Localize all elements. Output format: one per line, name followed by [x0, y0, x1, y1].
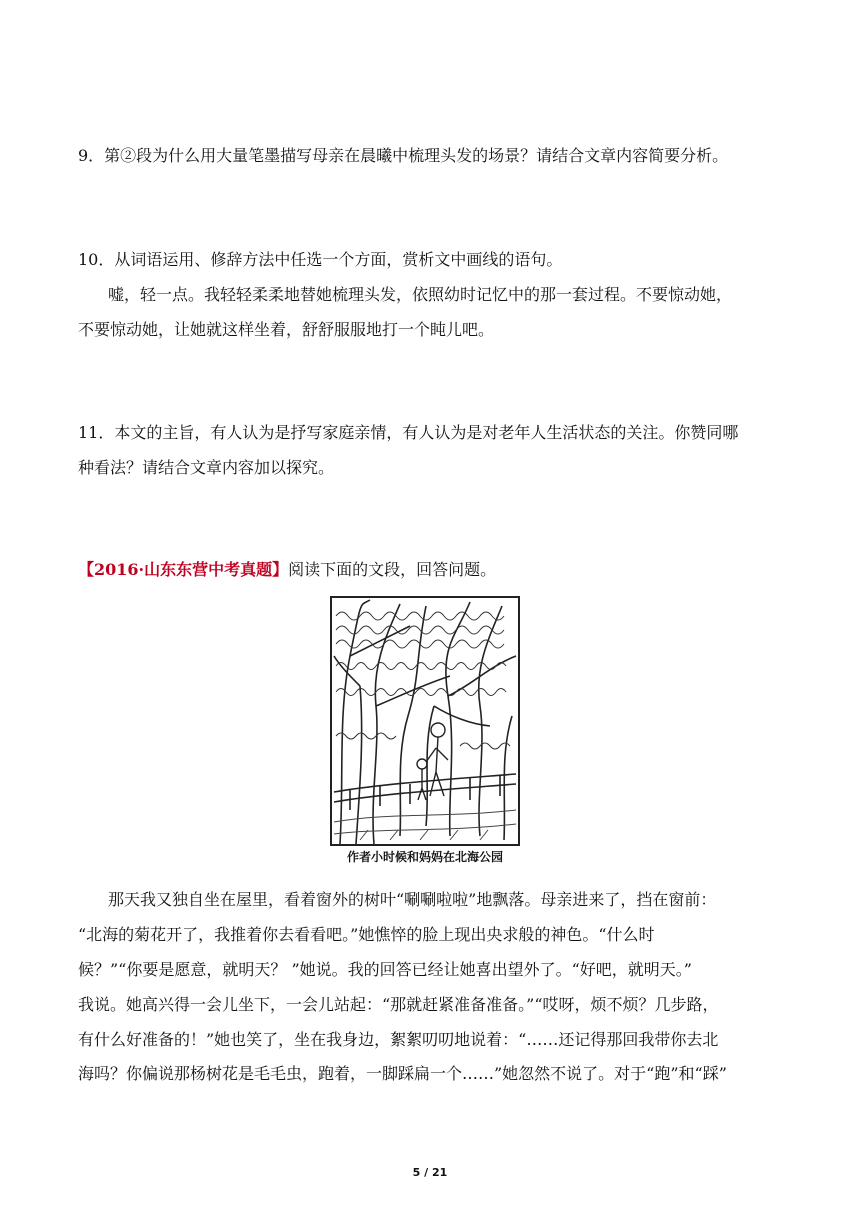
passage-line-1: 那天我又独自坐在屋里，看着窗外的树叶“唰唰啦啦”地飘落。母亲进来了，挡在窗前：	[108, 890, 717, 909]
question-9: 9．第②段为什么用大量笔墨描写母亲在晨曦中梳理头发的场景？请结合文章内容简要分析。	[78, 146, 729, 165]
section-heading	[78, 560, 798, 580]
passage-line-5: 有什么好准备的！”她也笑了，坐在我身边，絮絮叨叨地说着：“……还记得那回我带你去北	[78, 1030, 719, 1049]
question-11-line-2: 种看法？请结合文章内容加以探究。	[78, 458, 335, 477]
sketch-illustration-icon	[330, 596, 520, 846]
question-10: 10．从词语运用、修辞方法中任选一个方面，赏析文中画线的语句。	[78, 250, 563, 269]
passage-line-3: 候？”“你要是愿意，就明天？ ”她说。我的回答已经让她喜出望外了。“好吧，就明天。”	[78, 960, 692, 979]
page-number: 5 / 21	[412, 1166, 448, 1179]
passage-line-6: 海吗？你偏说那杨树花是毛毛虫，跑着，一脚踩扁一个……”她忽然不说了。对于“跑”和“踩”	[78, 1064, 727, 1083]
question-10-quote-line-2: 不要惊动她，让她就这样坐着，舒舒服服地打一个盹儿吧。	[78, 320, 495, 339]
passage-line-4: 我说。她高兴得一会儿坐下，一会儿站起：“那就赶紧准备准备。”“哎呀，烦不烦？几步路，	[78, 995, 719, 1014]
question-11-line-1: 11．本文的主旨，有人认为是抒写家庭亲情，有人认为是对老年人生活状态的关注。你赞同哪	[78, 423, 739, 442]
section-instruction: 阅读下面的文段，回答问题。	[288, 560, 497, 579]
question-10-quote-line-1: 嘘，轻一点。我轻轻柔柔地替她梳理头发，依照幼时记忆中的那一套过程。不要惊动她，	[108, 285, 733, 304]
illustration-caption: 作者小时候和妈妈在北海公园	[346, 850, 503, 864]
illustration	[330, 596, 520, 870]
source-tag: 【2016·山东东营中考真题】	[78, 560, 289, 579]
passage-line-2: “北海的菊花开了，我推着你去看看吧。”她憔悴的脸上现出央求般的神色。“什么时	[78, 925, 655, 944]
